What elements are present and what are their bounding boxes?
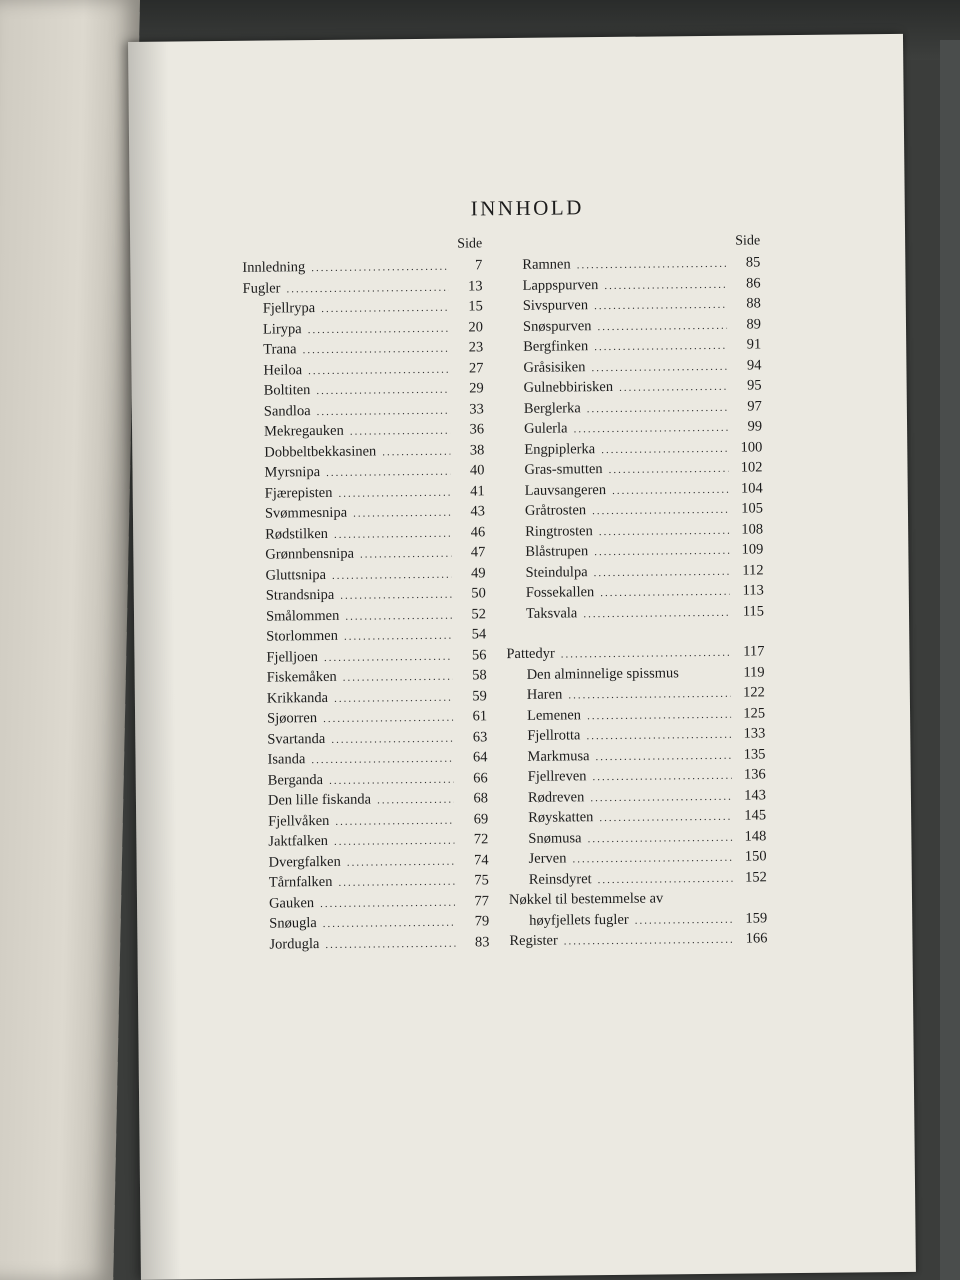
toc-entry-title: Gras-smutten — [524, 461, 603, 478]
toc-entry — [245, 481, 485, 504]
section-gap — [506, 621, 764, 644]
leader-dots — [583, 602, 730, 624]
toc-entry-page: 7 — [475, 257, 483, 274]
side-header-right: Side — [735, 233, 761, 249]
toc-entry-title: Gauken — [268, 894, 315, 912]
toc-entry-page: 46 — [470, 523, 486, 540]
toc-entry-page: 119 — [743, 663, 765, 681]
toc-entry-page: 41 — [470, 482, 485, 499]
toc-entry — [247, 706, 487, 729]
toc-entry-page: 40 — [469, 462, 485, 479]
leader-dots — [316, 400, 449, 422]
toc-entry-title: Boltiten — [263, 382, 311, 399]
toc-entry-page: 74 — [474, 851, 489, 868]
toc-entry-title: Taksvala — [525, 604, 578, 622]
toc-list-left — [242, 255, 489, 954]
leader-dots — [353, 503, 451, 525]
side-header-left: Side — [457, 236, 483, 252]
leader-dots — [609, 459, 729, 481]
toc-entry-title: Sivspurven — [522, 297, 589, 314]
toc-entry — [249, 870, 489, 893]
toc-entry — [248, 788, 488, 811]
toc-entry-page: 33 — [469, 400, 484, 417]
toc-entry-page: 23 — [468, 339, 484, 356]
toc-entry-title: Innledning — [242, 259, 306, 276]
toc-entry-page: 95 — [747, 377, 762, 394]
toc-entry-title: Røyskatten — [528, 809, 594, 826]
toc-entry — [503, 314, 761, 337]
book-cover-edge — [940, 40, 960, 1280]
toc-entry — [242, 255, 482, 278]
toc-entry-title: Blåstrupen — [525, 543, 589, 560]
toc-entry-title: Myrsnipa — [264, 464, 321, 481]
toc-entry-page: 52 — [471, 605, 487, 622]
contents-page — [128, 34, 916, 1280]
toc-entry-title: Krikkanda — [266, 689, 329, 707]
leader-dots — [316, 380, 449, 402]
toc-entry-page: 85 — [745, 254, 761, 271]
leader-dots — [597, 315, 727, 337]
toc-entry-title: Rødreven — [527, 788, 585, 806]
toc-entry — [508, 785, 766, 808]
toc-entry-title: Snømusa — [528, 829, 582, 847]
toc-entry-title: Berganda — [267, 771, 324, 789]
toc-entry-title: Markmusa — [527, 747, 590, 765]
toc-entry — [507, 723, 765, 746]
toc-entry-page: 94 — [746, 356, 762, 374]
toc-entry-title: Fossekallen — [525, 584, 595, 601]
toc-entry-page: 159 — [745, 909, 768, 927]
toc-entry-title: Lauvsangeren — [524, 481, 607, 499]
leader-dots — [594, 541, 729, 563]
leader-dots — [335, 810, 454, 832]
toc-list-right — [502, 252, 767, 951]
leader-dots — [600, 582, 730, 604]
leader-dots — [320, 892, 455, 914]
leader-dots — [594, 561, 730, 583]
toc-entry — [509, 908, 767, 931]
leader-dots — [308, 318, 450, 340]
toc-entry-page: 109 — [741, 541, 764, 558]
toc-entry — [245, 542, 485, 565]
toc-entry — [504, 437, 762, 460]
toc-entry — [245, 501, 485, 524]
toc-entry-page: 143 — [744, 786, 767, 804]
toc-entry-page: 104 — [740, 479, 763, 497]
toc-entry-title: Fiskemåken — [266, 668, 337, 686]
toc-entry-page: 72 — [473, 831, 489, 848]
toc-entry — [503, 293, 761, 316]
toc-entry-page: 125 — [743, 704, 766, 722]
toc-entry — [248, 829, 488, 852]
toc-entry-title: Heiloa — [263, 361, 303, 379]
toc-entry — [243, 296, 483, 319]
toc-entry-title: Snøugla — [269, 915, 317, 932]
toc-entry — [505, 519, 763, 542]
toc-entry-page: 79 — [474, 913, 490, 930]
toc-entry — [244, 399, 484, 422]
toc-entry-page: 115 — [742, 602, 765, 620]
toc-entry — [248, 850, 488, 873]
toc-entry-page: 86 — [745, 274, 761, 292]
leader-dots — [324, 646, 453, 668]
toc-entry-title: Lirypa — [262, 320, 302, 338]
toc-entry-page: 152 — [744, 868, 767, 886]
toc-entry — [246, 624, 486, 647]
toc-entry-page: 89 — [746, 315, 762, 333]
leader-dots — [360, 544, 452, 565]
toc-entry — [247, 665, 487, 688]
toc-entry-page: 108 — [741, 520, 764, 538]
leader-dots — [594, 295, 727, 317]
toc-entry — [244, 378, 484, 401]
toc-entry — [504, 375, 762, 398]
leader-dots — [573, 418, 728, 440]
toc-entry-page: 77 — [474, 892, 490, 909]
page-title: INNHOLD — [470, 195, 584, 221]
toc-entry-page: 100 — [740, 438, 763, 456]
leader-dots — [308, 359, 450, 381]
toc-entry-page: 97 — [747, 397, 762, 415]
leader-dots — [604, 274, 727, 296]
toc-entry-title: Engpiplerka — [524, 440, 596, 458]
toc-entry-page: 56 — [471, 646, 487, 663]
facing-page-edge — [0, 0, 140, 1280]
toc-entry — [503, 355, 761, 378]
leader-dots — [344, 626, 453, 648]
toc-entry-title: Dvergfalken — [268, 853, 341, 871]
toc-entry-page: 63 — [472, 728, 488, 745]
toc-entry-page: 99 — [747, 418, 763, 435]
toc-entry-title: Mekregauken — [264, 422, 344, 440]
toc-entry-page: 49 — [470, 564, 486, 581]
toc-entry — [246, 583, 486, 606]
leader-dots — [331, 728, 453, 750]
toc-entry-title: Dobbeltbekkasinen — [264, 442, 377, 461]
leader-dots — [338, 482, 451, 504]
toc-entry-page: 69 — [473, 810, 489, 827]
toc-entry — [507, 682, 765, 705]
toc-entry-title: Fugler — [242, 279, 281, 297]
leader-dots — [334, 523, 451, 545]
leader-dots — [572, 848, 732, 870]
toc-entry-page: 66 — [473, 769, 488, 786]
leader-dots — [594, 336, 727, 358]
leader-dots — [382, 441, 450, 462]
leader-dots — [568, 684, 731, 706]
leader-dots — [302, 339, 449, 361]
leader-dots — [325, 933, 455, 955]
toc-entry — [247, 686, 487, 709]
toc-entry — [248, 809, 488, 832]
toc-entry-title: Gluttsnipa — [265, 566, 327, 584]
toc-entry-title: Fjellrotta — [527, 727, 581, 744]
leader-dots — [323, 913, 456, 935]
toc-entry-page: 122 — [743, 684, 765, 701]
toc-entry — [506, 601, 764, 624]
toc-entry — [509, 928, 767, 951]
toc-entry — [243, 317, 483, 340]
toc-entry — [506, 580, 764, 603]
leader-dots — [340, 585, 452, 607]
toc-entry-page: 83 — [474, 933, 490, 950]
toc-entry-page: 88 — [746, 295, 761, 312]
toc-entry-page: 43 — [470, 503, 486, 520]
leader-dots — [591, 356, 727, 378]
toc-entry-title: Svømmesnipa — [264, 504, 348, 522]
leader-dots — [564, 930, 734, 952]
toc-entry-page: 113 — [742, 582, 764, 599]
toc-entry-page: 105 — [741, 500, 764, 517]
toc-entry-title: Gråsisiken — [523, 358, 586, 376]
leader-dots — [329, 769, 454, 791]
leader-dots — [592, 766, 731, 788]
toc-entry — [244, 460, 484, 483]
toc-entry-title: Grønnbensnipa — [265, 545, 355, 563]
leader-dots — [334, 687, 453, 709]
toc-entry-title: Gulerla — [523, 420, 568, 437]
leader-dots — [612, 479, 729, 501]
toc-entry — [508, 846, 766, 869]
toc-entry-title: Den lille fiskanda — [267, 791, 372, 809]
toc-entry — [509, 887, 767, 910]
toc-entry — [244, 440, 484, 463]
toc-entry — [248, 768, 488, 791]
toc-entry-title: Fjelljoen — [266, 648, 319, 666]
toc-entry — [247, 727, 487, 750]
toc-entry-page: 145 — [744, 807, 767, 824]
toc-entry — [249, 932, 489, 955]
toc-entry-page: 29 — [469, 380, 484, 397]
toc-entry-page: 58 — [472, 667, 487, 684]
leader-dots — [587, 704, 731, 726]
leader-dots — [321, 298, 449, 320]
toc-entry-title: Ramnen — [522, 256, 571, 273]
leader-dots — [601, 438, 728, 460]
leader-dots — [334, 831, 455, 853]
toc-entry — [249, 891, 489, 914]
toc-entry-title: Fjellrypa — [262, 300, 316, 317]
leader-dots — [587, 827, 732, 849]
leader-dots — [599, 520, 730, 542]
toc-entry-title: Storlommen — [266, 627, 339, 645]
toc-entry-title: Trana — [263, 341, 297, 358]
leader-dots — [350, 421, 450, 443]
leader-dots — [311, 749, 453, 771]
toc-entry — [505, 478, 763, 501]
toc-entry-page: 20 — [468, 318, 484, 335]
toc-entry-page: 133 — [743, 725, 766, 742]
toc-entry — [504, 457, 762, 480]
toc-entry — [244, 419, 484, 442]
leader-dots — [345, 605, 452, 627]
toc-entry-page: 27 — [468, 359, 484, 376]
toc-entry-title: Fjellreven — [527, 768, 587, 785]
toc-entry — [508, 826, 766, 849]
toc-entry-page: 150 — [744, 848, 767, 865]
toc-entry-title: Isanda — [267, 751, 306, 768]
toc-entry-page: 36 — [469, 421, 485, 438]
toc-entry — [508, 764, 766, 787]
toc-entry-title: Lemenen — [526, 706, 582, 724]
toc-entry — [246, 604, 486, 627]
toc-column-left — [242, 236, 489, 954]
toc-entry-title: Gråtrosten — [524, 502, 587, 519]
toc-entry — [506, 641, 764, 664]
leader-dots — [347, 851, 455, 873]
leader-dots — [587, 397, 728, 419]
toc-entry — [247, 747, 487, 770]
leader-dots — [598, 868, 733, 890]
toc-entry-page: 102 — [740, 459, 763, 476]
leader-dots — [577, 254, 727, 276]
toc-entry-page: 136 — [743, 766, 766, 783]
leader-dots — [635, 909, 734, 931]
toc-entry — [249, 911, 489, 934]
toc-entry-page: 148 — [744, 827, 767, 845]
toc-entry — [505, 539, 763, 562]
toc-entry — [245, 522, 485, 545]
leader-dots — [326, 462, 451, 484]
toc-entry-title: Rødstilken — [265, 525, 329, 543]
leader-dots — [323, 708, 453, 730]
toc-entry-title: Sjøorren — [267, 710, 318, 727]
toc-entry — [246, 645, 486, 668]
leader-dots — [286, 277, 448, 299]
toc-entry-title: Gulnebbirisken — [523, 378, 614, 396]
leader-dots — [311, 257, 448, 279]
toc-entry-title: Pattedyr — [506, 645, 555, 663]
leader-dots — [599, 807, 732, 829]
toc-entry-page: 135 — [743, 745, 766, 763]
toc-entry-title: Steindulpa — [525, 563, 588, 581]
toc-entry-title: Fjellvåken — [268, 812, 330, 830]
toc-entry-title: Jerven — [528, 850, 567, 867]
toc-entry-page: 117 — [743, 643, 765, 660]
leader-dots — [377, 790, 454, 811]
toc-entry-page: 15 — [468, 298, 483, 315]
toc-entry — [509, 867, 767, 890]
toc-entry-title: Strandsnipa — [265, 586, 335, 604]
toc-entry-title: Jordugla — [269, 935, 320, 953]
leader-dots — [595, 745, 731, 767]
toc-entry — [502, 273, 760, 296]
toc-entry — [243, 358, 483, 381]
toc-entry-title: Den alminnelige spissmus — [526, 664, 679, 683]
toc-entry-title: Smålommen — [265, 607, 340, 625]
leader-dots — [332, 564, 452, 586]
toc-entry-title: Lappspurven — [522, 276, 599, 294]
toc-entry-title: Berglerka — [523, 399, 581, 417]
toc-entry-title: Fjærepisten — [264, 484, 333, 502]
toc-entry — [504, 416, 762, 439]
toc-entry — [503, 334, 761, 357]
toc-entry — [242, 276, 482, 299]
toc-entry-page: 50 — [471, 585, 486, 602]
leader-dots — [338, 872, 455, 894]
toc-entry — [245, 563, 485, 586]
toc-entry-page: 61 — [472, 708, 488, 725]
toc-entry — [507, 662, 765, 685]
toc-entry-title: Sandloa — [263, 402, 311, 420]
toc-entry-page: 38 — [469, 441, 485, 458]
toc-entry-page: 59 — [472, 687, 487, 704]
toc-entry-page: 64 — [472, 749, 488, 766]
toc-entry — [507, 744, 765, 767]
toc-entry-title: Svartanda — [267, 730, 326, 748]
leader-dots — [592, 500, 729, 522]
toc-entry — [502, 252, 760, 275]
toc-entry-page: 13 — [467, 277, 483, 294]
toc-entry — [508, 805, 766, 828]
toc-entry-title: Ringtrosten — [525, 522, 593, 540]
toc-entry-title: høyfjellets fugler — [529, 911, 629, 929]
toc-entry-title: Nøkkel til bestemmelse av — [508, 890, 664, 909]
toc-entry — [243, 337, 483, 360]
toc-entry — [505, 560, 763, 583]
toc-entry-page: 112 — [742, 561, 764, 579]
toc-entry-page: 54 — [471, 626, 487, 643]
leader-dots — [343, 667, 453, 689]
toc-entry — [507, 703, 765, 726]
toc-entry — [505, 498, 763, 521]
leader-dots — [590, 786, 732, 808]
toc-entry — [504, 396, 762, 419]
toc-entry-title: Snøspurven — [522, 317, 592, 335]
leader-dots — [586, 725, 731, 747]
toc-entry-title: Haren — [526, 686, 563, 703]
toc-entry-title: Bergfinken — [523, 338, 589, 355]
toc-entry-title: Register — [509, 932, 558, 950]
toc-entry-page: 75 — [474, 872, 489, 889]
toc-column-right — [502, 233, 767, 951]
toc-entry-title: Reinsdyret — [528, 870, 592, 888]
gutter-shadow — [128, 42, 181, 1280]
toc-entry-page: 47 — [470, 544, 486, 561]
toc-entry-title: Jaktfalken — [268, 832, 329, 850]
toc-entry-page: 91 — [746, 336, 762, 353]
toc-entry-title: Tårnfalken — [268, 873, 333, 891]
toc-entry-page: 68 — [473, 790, 489, 807]
leader-dots — [619, 377, 728, 399]
toc-entry-page: 166 — [745, 930, 768, 947]
